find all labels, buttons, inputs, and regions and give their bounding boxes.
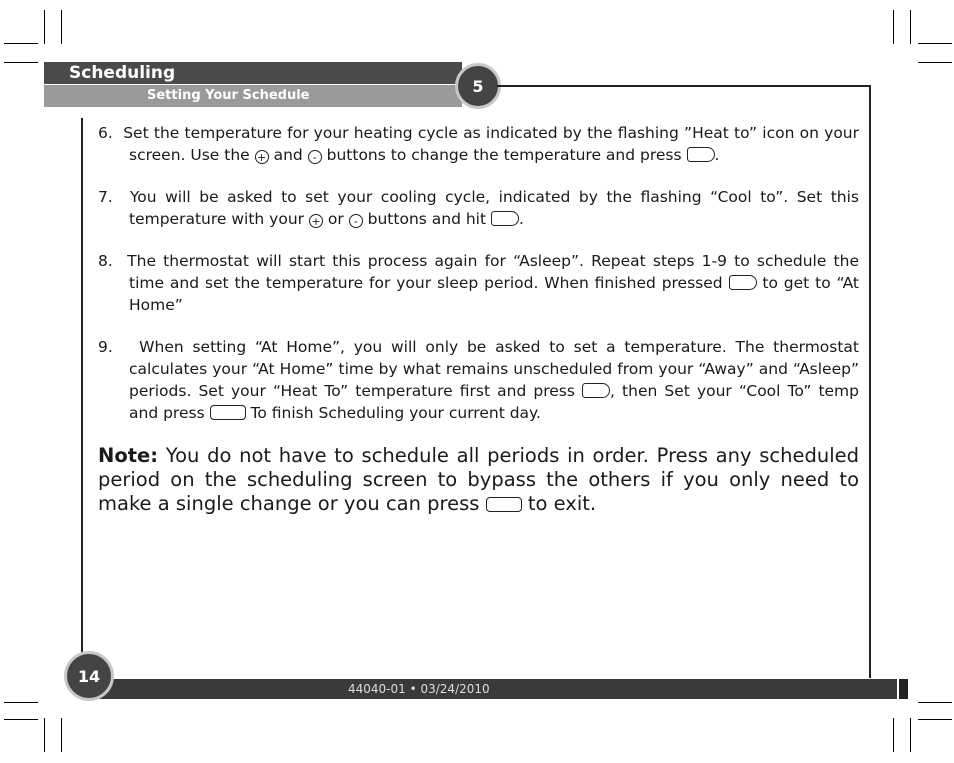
step-text: When setting “At Home”, you will only be asked to set a temperature. The thermostat calculates your “At Home” time by what remains unscheduled from your “Away” and “Asleep” periods. Set your “Heat To” temperature first and press (129, 338, 860, 400)
step-text: You will be asked to set your cooling cycle, indicated by the flashing “Cool to”. Set this temperature with your (129, 188, 859, 228)
step-text: , then Set your “Cool To” temp and press (129, 382, 859, 422)
document-code: 44040-01 • 03/24/2010 (348, 682, 490, 696)
right-rule (869, 85, 871, 678)
crop-mark (918, 702, 952, 703)
step-text: . (714, 146, 720, 164)
crop-mark (44, 10, 45, 44)
page-number-badge: 14 (64, 651, 114, 701)
step-9 (98, 336, 859, 424)
crop-mark (4, 719, 38, 720)
crop-mark (4, 62, 38, 63)
crop-mark (918, 62, 952, 63)
step-number: 6. (98, 124, 113, 142)
plus-button-icon: + (309, 214, 323, 228)
instructions (98, 122, 859, 536)
step-6 (98, 122, 859, 166)
step-text: buttons and hit (367, 210, 487, 228)
step-text: The thermostat will start this process again for “Asleep”. Repeat steps 1-9 to schedule the time and set the temperature for your sleep period. When finished pressed (127, 252, 859, 292)
crop-mark (61, 718, 62, 752)
step-8 (98, 250, 859, 316)
note-text: You do not have to schedule all periods in order. Press any scheduled period on the scheduling screen to bypass the others if you only need to make a single change or you can press (98, 444, 859, 515)
subsection-title: Setting Your Schedule (147, 88, 310, 103)
next-button-icon (729, 275, 757, 290)
step-text: . (519, 210, 524, 228)
note-paragraph (98, 444, 859, 516)
next-button-icon (491, 211, 519, 226)
crop-mark (910, 718, 911, 752)
next-button-icon (582, 383, 610, 398)
step-number: 8. (98, 252, 113, 270)
step-number-badge: 5 (455, 63, 501, 109)
step-number: 7. (98, 188, 113, 206)
crop-mark (4, 43, 38, 44)
crop-mark (918, 43, 952, 44)
minus-button-icon: - (349, 214, 363, 228)
step-7 (98, 186, 859, 230)
crop-mark (918, 719, 952, 720)
crop-mark (893, 718, 894, 752)
crop-mark (44, 718, 45, 752)
step-text: and (273, 146, 303, 164)
done-button-icon (486, 497, 522, 512)
step-text: to get to “At Home” (129, 274, 859, 314)
step-text: buttons to change the temperature and press (326, 146, 682, 164)
step-text: Set the temperature for your heating cycle as indicated by the flashing ”Heat to” icon on your screen. Use the (123, 124, 859, 164)
note-label: Note: (98, 444, 159, 467)
crop-mark (893, 10, 894, 44)
crop-mark (4, 702, 38, 703)
footer-end-block (899, 679, 908, 699)
step-text: To finish Scheduling your current day. (250, 404, 541, 422)
step-number: 9. (98, 338, 113, 356)
done-button-icon (210, 405, 246, 420)
next-button-icon (687, 147, 715, 162)
crop-mark (61, 10, 62, 44)
minus-button-icon: - (308, 150, 322, 164)
step-text: or (327, 210, 344, 228)
footer-bar (95, 679, 897, 699)
note-text-end: to exit. (527, 492, 597, 515)
plus-button-icon: + (255, 150, 269, 164)
left-rule (81, 118, 83, 660)
section-title: Scheduling (69, 63, 176, 83)
crop-mark (910, 10, 911, 44)
top-rule (497, 85, 871, 87)
